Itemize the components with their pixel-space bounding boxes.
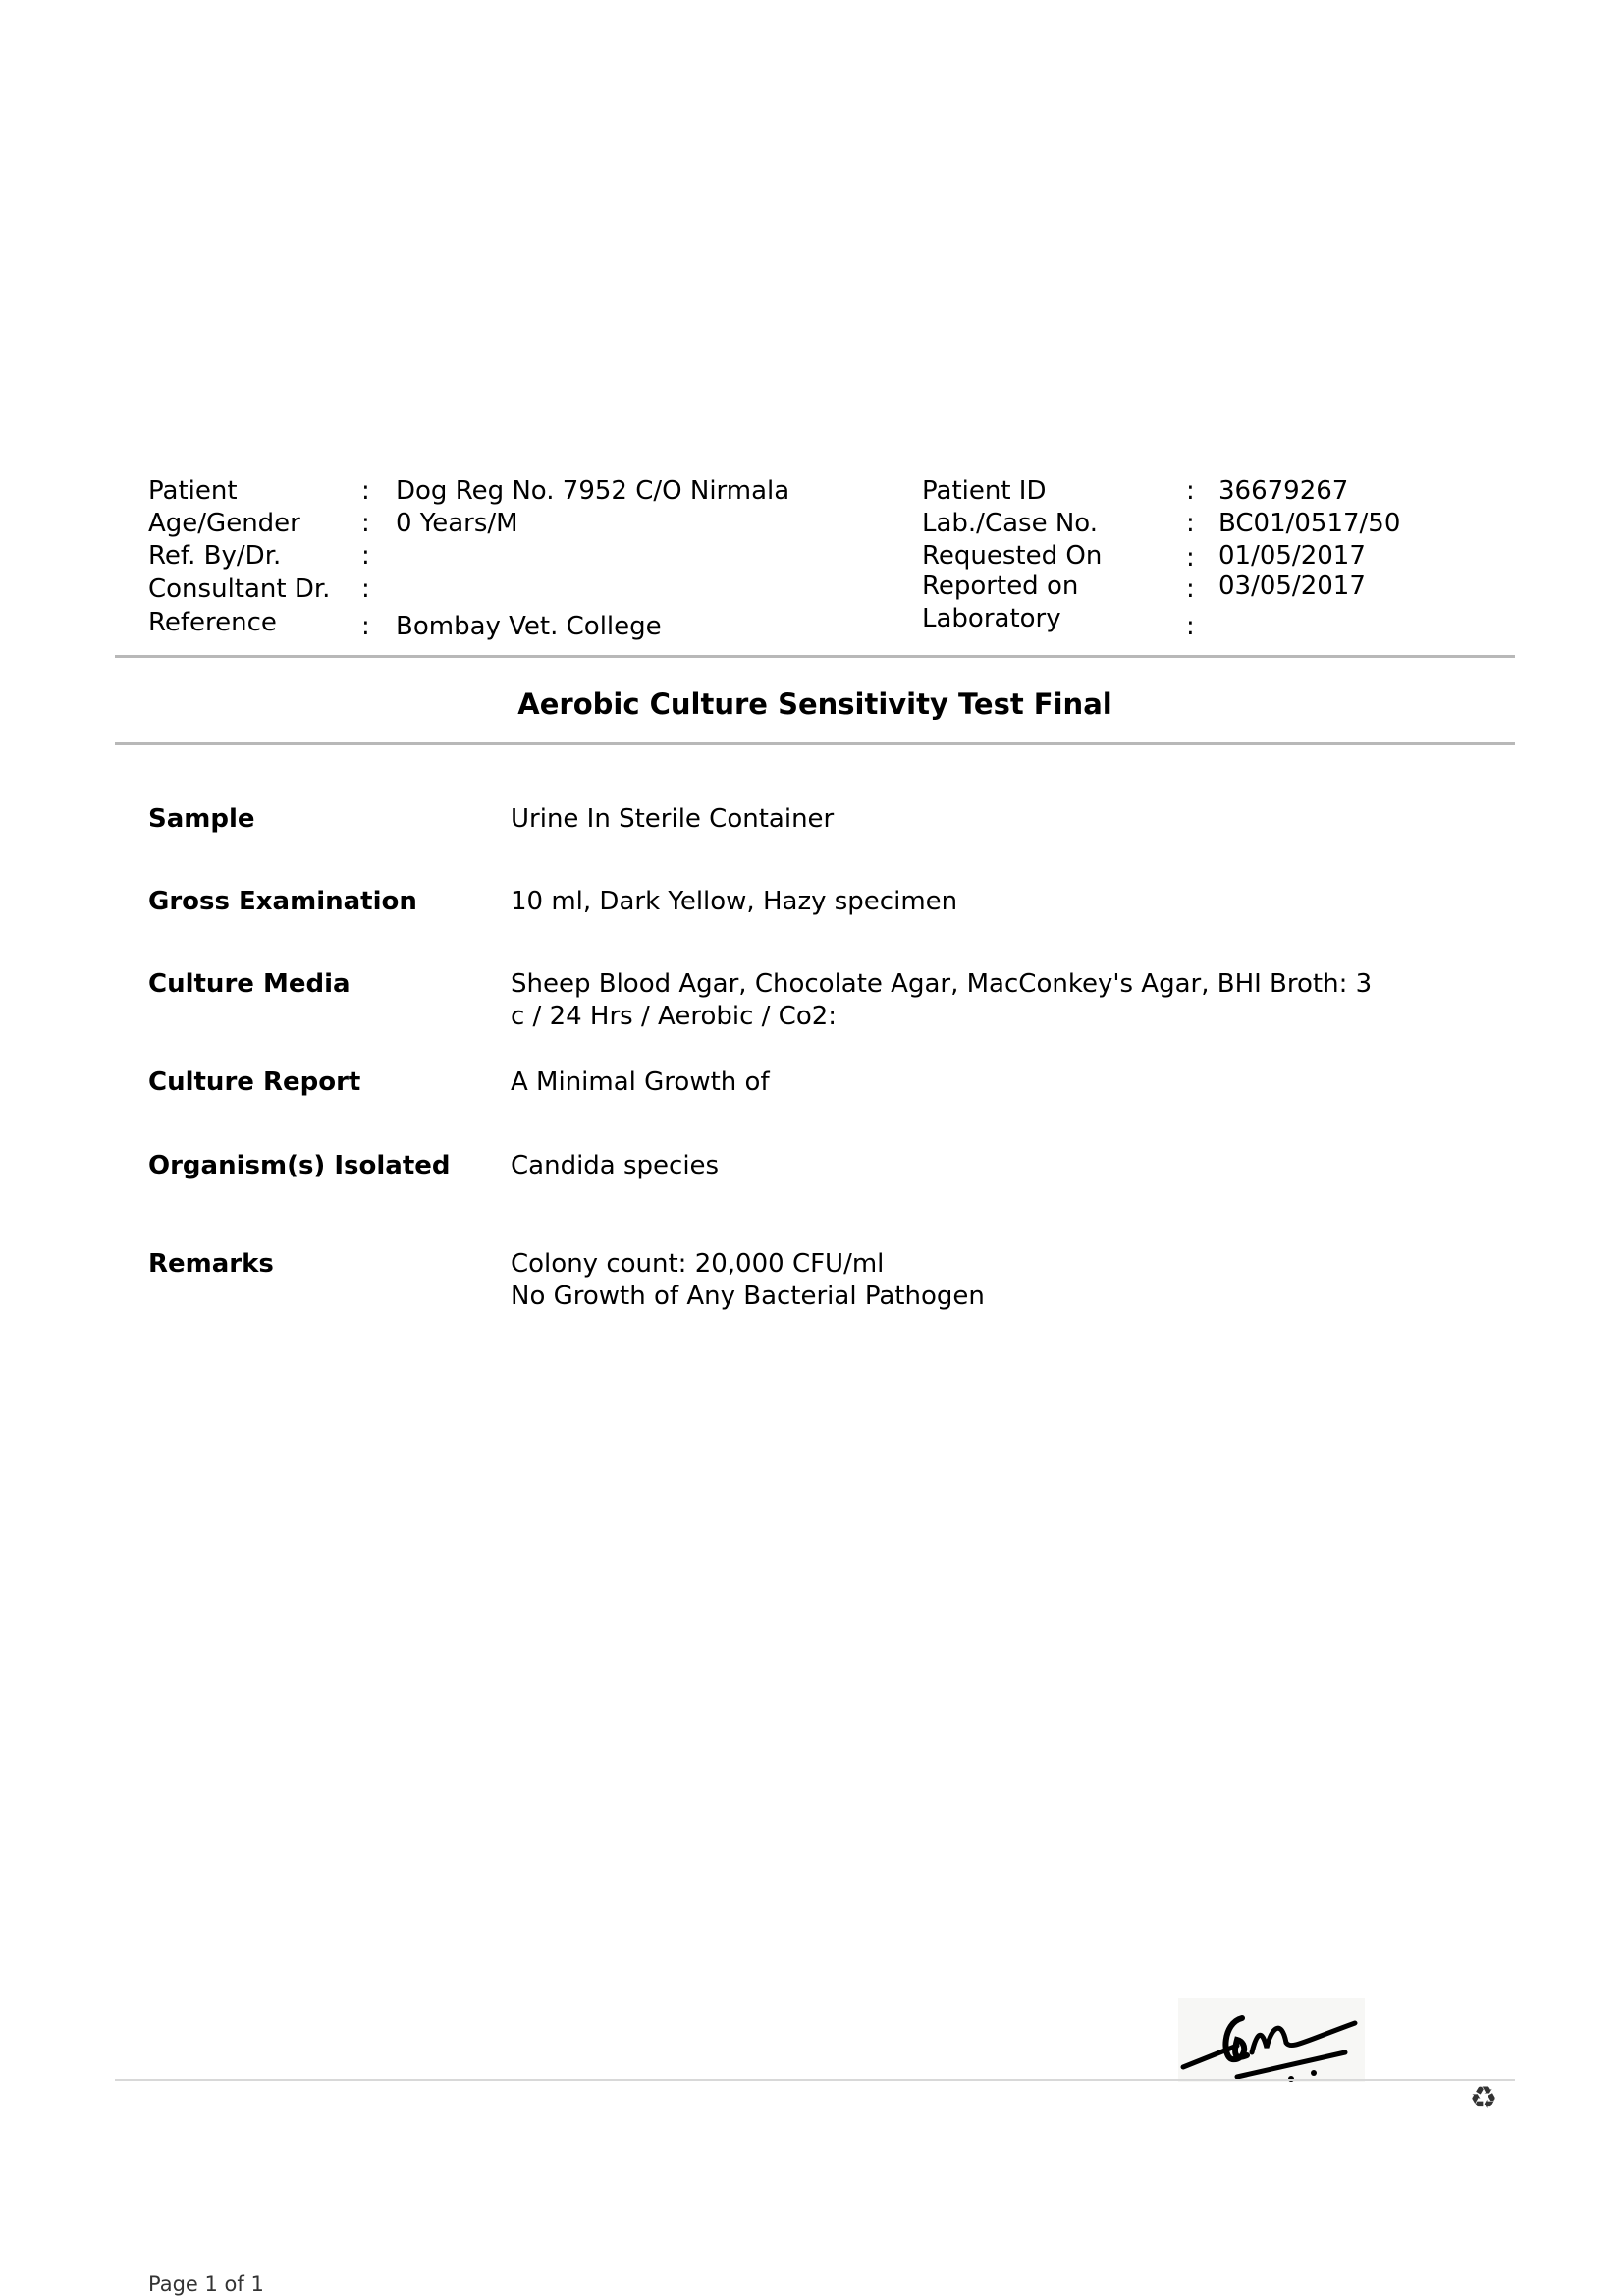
label-organisms-isolated: Organism(s) Isolated bbox=[148, 1151, 451, 1180]
label-gross-examination: Gross Examination bbox=[148, 887, 417, 916]
value-reported-on: 03/05/2017 bbox=[1218, 572, 1366, 601]
label-reported-on: Reported on bbox=[922, 572, 1079, 601]
header-divider bbox=[115, 655, 1515, 658]
colon: : bbox=[361, 574, 370, 604]
value-requested-on: 01/05/2017 bbox=[1218, 541, 1366, 571]
value-culture-media-line2: c / 24 Hrs / Aerobic / Co2: bbox=[511, 1002, 838, 1031]
value-reference: Bombay Vet. College bbox=[396, 612, 662, 641]
colon: : bbox=[361, 541, 370, 571]
value-lab-case: BC01/0517/50 bbox=[1218, 509, 1401, 538]
report-title: Aerobic Culture Sensitivity Test Final bbox=[517, 687, 1112, 721]
svg-text:♻: ♻ bbox=[1469, 2080, 1498, 2115]
label-remarks: Remarks bbox=[148, 1249, 274, 1279]
recycle-icon bbox=[1466, 2080, 1501, 2115]
colon: : bbox=[1186, 574, 1195, 604]
label-culture-media: Culture Media bbox=[148, 969, 351, 999]
value-remarks-line2: No Growth of Any Bacterial Pathogen bbox=[511, 1282, 985, 1311]
label-reference: Reference bbox=[148, 608, 277, 637]
value-gross-examination: 10 ml, Dark Yellow, Hazy specimen bbox=[511, 887, 958, 916]
label-patient: Patient bbox=[148, 476, 238, 506]
label-age-gender: Age/Gender bbox=[148, 509, 300, 538]
colon: : bbox=[1186, 476, 1195, 506]
label-lab-case: Lab./Case No. bbox=[922, 509, 1099, 538]
value-age-gender: 0 Years/M bbox=[396, 509, 518, 538]
label-consultant: Consultant Dr. bbox=[148, 574, 331, 604]
label-laboratory: Laboratory bbox=[922, 604, 1061, 633]
colon: : bbox=[1186, 543, 1195, 573]
label-patient-id: Patient ID bbox=[922, 476, 1047, 506]
label-requested-on: Requested On bbox=[922, 541, 1103, 571]
colon: : bbox=[361, 509, 370, 538]
title-divider bbox=[115, 742, 1515, 745]
colon: : bbox=[361, 612, 370, 641]
signature-image bbox=[1178, 1998, 1365, 2082]
label-culture-report: Culture Report bbox=[148, 1067, 361, 1097]
value-culture-report: A Minimal Growth of bbox=[511, 1067, 770, 1097]
value-patient-id: 36679267 bbox=[1218, 476, 1349, 506]
value-patient: Dog Reg No. 7952 C/O Nirmala bbox=[396, 476, 790, 506]
value-remarks-line1: Colony count: 20,000 CFU/ml bbox=[511, 1249, 885, 1279]
colon: : bbox=[361, 476, 370, 506]
colon: : bbox=[1186, 509, 1195, 538]
value-culture-media-line1: Sheep Blood Agar, Chocolate Agar, MacConkey's Agar, BHI Broth: 3 bbox=[511, 969, 1373, 999]
label-ref-by: Ref. By/Dr. bbox=[148, 541, 282, 571]
value-sample: Urine In Sterile Container bbox=[511, 804, 835, 834]
label-sample: Sample bbox=[148, 804, 255, 834]
colon: : bbox=[1186, 612, 1195, 641]
footer-divider bbox=[115, 2079, 1515, 2081]
page-number: Page 1 of 1 bbox=[148, 2272, 264, 2296]
value-organisms-isolated: Candida species bbox=[511, 1151, 720, 1180]
